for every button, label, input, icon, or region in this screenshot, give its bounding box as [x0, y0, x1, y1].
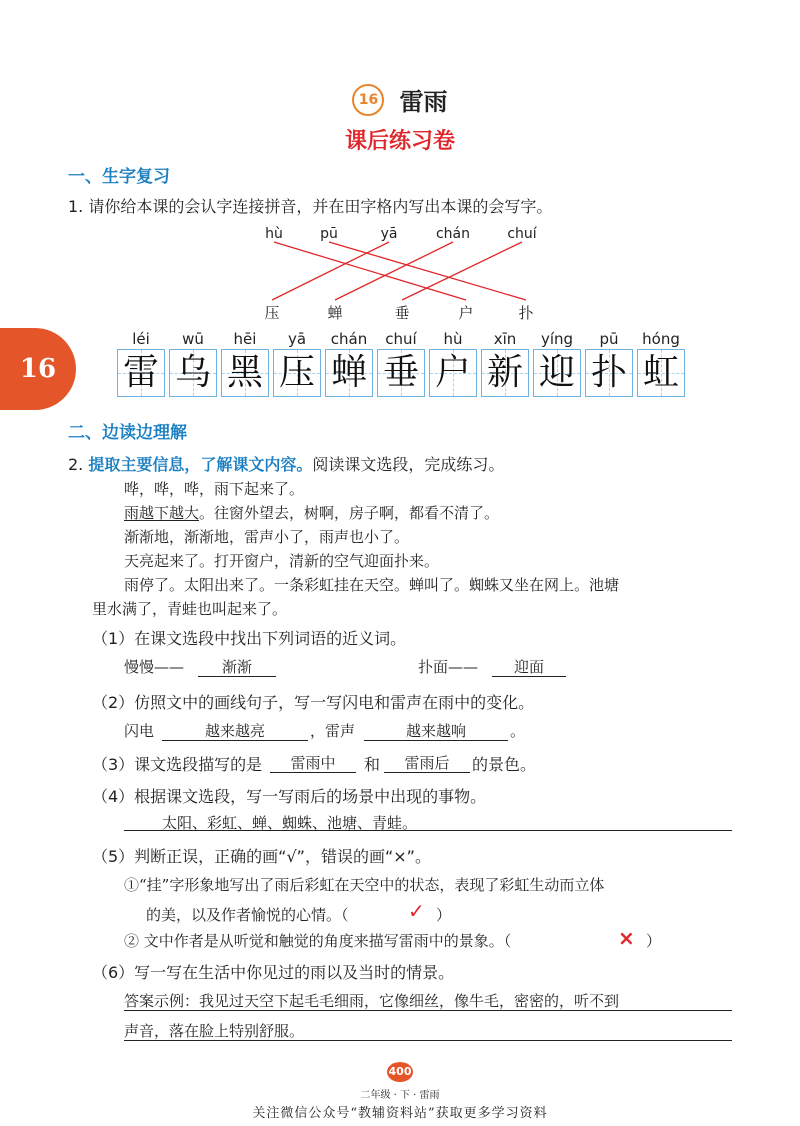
grid-pinyin: pū — [599, 330, 619, 348]
q3-answer1[interactable]: 雷雨中 — [270, 752, 356, 773]
passage-line: 雨越下越大。往窗外望去，树啊，房子啊，都看不清了。 — [124, 504, 500, 522]
grid-char: 迎 — [538, 352, 575, 393]
grid-pinyin: chán — [330, 330, 368, 348]
match-pinyin: pū — [320, 226, 338, 242]
q6-answer-line2: 声音，落在脸上特别舒服。 — [124, 1022, 305, 1040]
page-subtitle: 课后练习卷 — [344, 129, 455, 154]
passage-line: 哗，哗，哗，雨下起来了。 — [124, 480, 305, 498]
matching-lines — [250, 238, 550, 308]
section1-heading: 一、生字复习 — [68, 167, 170, 187]
grid-pinyin: chuí — [385, 330, 417, 348]
grid-pinyin: yā — [287, 330, 307, 348]
grid-cell[interactable] — [481, 349, 529, 397]
grade-info: 二年级 · 下 · 雷雨 — [360, 1090, 440, 1101]
grid-char: 户 — [434, 352, 471, 393]
grid-char: 雷 — [122, 352, 159, 393]
side-lesson-tab: 16 — [0, 328, 76, 410]
q4-answer-line[interactable] — [124, 830, 732, 831]
q2-text: （2）仿照文中的画线句子，写一写闪电和雷声在雨中的变化。 — [92, 693, 535, 712]
passage-line: 渐渐地，渐渐地，雷声小了，雨声也小了。 — [124, 528, 410, 546]
q3-answer2[interactable]: 雷雨后 — [384, 752, 470, 773]
q6-rule-2[interactable] — [124, 1040, 732, 1041]
q3-mid: 和 — [364, 755, 381, 774]
section2-heading: 二、边读边理解 — [68, 423, 187, 443]
q5-item1-close: ） — [436, 906, 452, 924]
q1-left-answer[interactable]: 渐渐 — [198, 656, 276, 677]
match-line — [329, 242, 526, 300]
grid-char: 蝉 — [330, 352, 367, 393]
q1-right-answer[interactable]: 迎面 — [492, 656, 566, 677]
match-pinyin: yā — [380, 226, 398, 242]
grid-cell[interactable] — [117, 349, 165, 397]
grid-cell[interactable] — [637, 349, 685, 397]
question-number: 2. — [68, 455, 84, 474]
q5-text: （5）判断正误，正确的画“√”，错误的画“×”。 — [92, 847, 431, 866]
grid-pinyin: yíng — [540, 330, 574, 348]
grid-cell[interactable] — [377, 349, 425, 397]
grid-cell[interactable] — [325, 349, 373, 397]
grid-cell[interactable] — [585, 349, 633, 397]
q3-prefix: （3）课文选段描写的是 — [92, 755, 263, 774]
grid-char: 乌 — [174, 352, 211, 393]
q6-answer-line1: 答案示例：我见过天空下起毛毛细雨，它像细丝，像牛毛，密密的，听不到 — [124, 992, 620, 1010]
match-pinyin: chuí — [507, 226, 537, 242]
grid-cell[interactable] — [169, 349, 217, 397]
grid-cell[interactable] — [273, 349, 321, 397]
q1-right-label: 扑面—— — [418, 658, 479, 676]
grid-char: 扑 — [590, 352, 627, 393]
q5-item1-line1: ①“挂”字形象地写出了雨后彩虹在天空中的状态，表现了彩虹生动而立体 — [124, 876, 605, 894]
question-rest: 阅读课文选段，完成练习。 — [312, 455, 505, 474]
q2-answer2[interactable]: 越来越响 — [364, 720, 508, 741]
lesson-header — [0, 82, 800, 117]
q5-item2-close: ） — [646, 932, 662, 950]
q5-item2: ② 文中作者是从听觉和触觉的角度来描写雷雨中的景象。（ — [124, 932, 512, 950]
q4-answer: 太阳、彩虹、蝉、蜘蛛、池塘、青蛙。 — [162, 814, 418, 832]
section1-question: 1. 请你给本课的会认字连接拼音，并在田字格内写出本课的会写字。 — [68, 197, 553, 216]
grid-pinyin: hēi — [233, 330, 257, 348]
footer-note: 关注微信公众号“教辅资料站”获取更多学习资料 — [252, 1106, 548, 1121]
question-highlight: 提取主要信息，了解课文内容。 — [88, 455, 313, 474]
q2-end: 。 — [510, 722, 526, 740]
section2-question — [68, 452, 504, 475]
match-char: 户 — [458, 304, 474, 322]
q2-answer1[interactable]: 越来越亮 — [162, 720, 308, 741]
cross-mark-icon[interactable]: × — [618, 926, 635, 950]
grid-pinyin: léi — [132, 330, 150, 348]
match-pinyin: hù — [265, 226, 283, 242]
q2-label1: 闪电 — [124, 722, 155, 740]
passage-line: 雨停了。太阳出来了。一条彩虹挂在天空。蝉叫了。蜘蛛又坐在网上。池塘 — [124, 576, 620, 594]
grid-pinyin: hù — [443, 330, 463, 348]
grid-pinyin: hóng — [642, 330, 680, 348]
match-line — [402, 242, 522, 300]
match-char: 压 — [264, 304, 280, 322]
grid-char: 虹 — [642, 352, 679, 393]
grid-char: 压 — [278, 352, 315, 393]
q5-item1-line2: 的美，以及作者愉悦的心情。（ — [146, 906, 349, 924]
passage-line: 里水满了，青蛙也叫起来了。 — [92, 600, 288, 618]
match-char: 蝉 — [327, 304, 343, 322]
grid-cell[interactable] — [221, 349, 269, 397]
grid-cell[interactable] — [533, 349, 581, 397]
q6-rule-1[interactable] — [124, 1010, 732, 1011]
grid-char: 垂 — [382, 352, 419, 393]
grid-char: 新 — [486, 352, 523, 393]
grid-pinyin: xīn — [493, 330, 517, 348]
match-char: 垂 — [394, 304, 410, 322]
match-pinyin: chán — [435, 226, 471, 242]
lesson-title: 雷雨 — [399, 88, 448, 116]
grid-pinyin: wū — [182, 330, 204, 348]
lesson-number-badge: 16 — [352, 84, 384, 116]
q3-suffix: 的景色。 — [472, 755, 537, 774]
page-number: 400 — [387, 1062, 413, 1082]
grid-char: 黑 — [226, 352, 263, 393]
match-char: 扑 — [518, 304, 534, 322]
grid-cell[interactable] — [429, 349, 477, 397]
q4-text: （4）根据课文选段，写一写雨后的场景中出现的事物。 — [92, 787, 487, 806]
passage-line: 天亮起来了。打开窗户，清新的空气迎面扑来。 — [124, 552, 440, 570]
q2-label2: ，雷声 — [310, 722, 356, 740]
q1-left-label: 慢慢—— — [124, 658, 185, 676]
q1-text: （1）在课文选段中找出下列词语的近义词。 — [92, 629, 407, 648]
check-mark-icon[interactable]: ✓ — [408, 899, 425, 923]
q6-text: （6）写一写在生活中你见过的雨以及当时的情景。 — [92, 963, 455, 982]
underline-mark — [124, 520, 199, 521]
